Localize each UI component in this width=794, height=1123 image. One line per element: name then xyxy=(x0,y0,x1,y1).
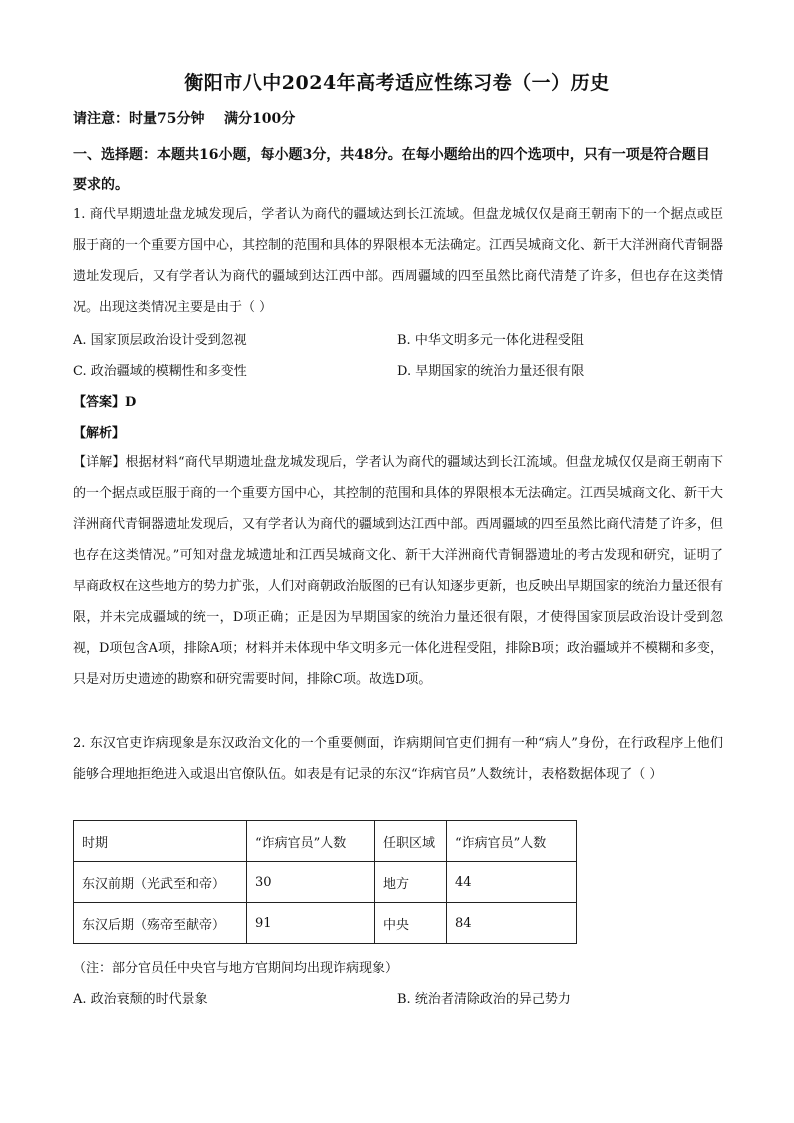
table-header-cell: 时期 xyxy=(74,821,247,862)
table-cell: 91 xyxy=(247,903,375,944)
table-cell: 84 xyxy=(447,903,577,944)
table-row xyxy=(74,903,577,944)
question-2-table-note: （注：部分官员任中央官与地方官期间均出现诈病现象） xyxy=(73,961,399,976)
table-cell: 地方 xyxy=(375,862,447,903)
section-heading: 一、选择题：本题共16小题，每小题3分，共48分。在每小题给出的四个选项中，只有一项是符合题目要求的。 xyxy=(73,147,710,193)
question-1-stem: 1. 商代早期遗址盘龙城发现后，学者认为商代的疆域达到长江流域。但盘龙城仅仅是商王朝南下的一个据点或臣服于商的一个重要方国中心，其控制的范围和具体的界限根本无法确定。江西吴城商文化、新干大洋洲商代青铜器遗址发现后，又有学者认为商代的疆域到达江西中部。西周疆域的四至虽然比商代清楚了许多，但也存在这类情况。出现这类情况主要是由于（ ） xyxy=(73,207,724,315)
table-header-row xyxy=(74,821,577,862)
page-title: 衡阳市八中2024年高考适应性练习卷（一）历史 xyxy=(184,72,610,94)
question-1-analysis-label: 【解析】 xyxy=(73,426,126,441)
question-1-option-d: D. 早期国家的统治力量还很有限 xyxy=(397,364,585,379)
table-header-cell: “诈病官员”人数 xyxy=(447,821,577,862)
exam-note: 请注意：时量75分钟 满分100分 xyxy=(73,111,296,127)
table-header-cell: “诈病官员”人数 xyxy=(247,821,375,862)
table-cell: 中央 xyxy=(375,903,447,944)
question-2-option-b: B. 统治者清除政治的异己势力 xyxy=(397,992,571,1007)
question-1-answer: 【答案】D xyxy=(73,395,137,410)
table-cell: 东汉前期（光武至和帝） xyxy=(74,862,247,903)
question-2-table xyxy=(73,820,577,944)
question-2-option-a: A. 政治衰颓的时代景象 xyxy=(73,992,208,1007)
question-2-stem: 2. 东汉官吏诈病现象是东汉政治文化的一个重要侧面，诈病期间官吏们拥有一种“病人”身份，在行政程序上他们能够合理地拒绝进入或退出官僚队伍。如表是有记录的东汉“诈病官员”人数统计，表格数据体现了（ ） xyxy=(73,736,723,782)
table-cell: 44 xyxy=(447,862,577,903)
question-1-detail: 【详解】根据材料“商代早期遗址盘龙城发现后，学者认为商代的疆域达到长江流域。但盘龙城仅仅是商王朝南下的一个据点或臣服于商的一个重要方国中心，其控制的范围和具体的界限根本无法确定。江西吴城商文化、新干大洋洲商代青铜器遗址发现后，又有学者认为商代的疆域到达江西中部。西周疆域的四至虽然比商代清楚了许多，但也存在这类情况。”可知对盘龙城遗址和江西吴城商文化、新干大洋洲商代青铜器遗址的考古发现和研究，证明了早商政权在这些地方的势力扩张，人们对商朝政治版图的已有认知逐步更新，也反映出早期国家的统治力量还很有限，并未完成疆域的统一，D项正确；正是因为早期国家的统治力量还很有限，才使得国家顶层政治设计受到忽视，D项包含A项，排除A项；材料并未体现中华文明多元一体化进程受阻，排除B项；政治疆域并不模糊和多变，只是对历史遗迹的勘察和研究需要时间，排除C项。故选D项。 xyxy=(73,455,724,687)
table-cell: 东汉后期（殇帝至献帝） xyxy=(74,903,247,944)
question-1-option-c: C. 政治疆域的模糊性和多变性 xyxy=(73,364,247,379)
question-1-option-b: B. 中华文明多元一体化进程受阻 xyxy=(397,333,584,348)
table-cell: 30 xyxy=(247,862,375,903)
table-row xyxy=(74,862,577,903)
table-header-cell: 任职区域 xyxy=(375,821,447,862)
question-1-option-a: A. 国家顶层政治设计受到忽视 xyxy=(73,333,247,348)
